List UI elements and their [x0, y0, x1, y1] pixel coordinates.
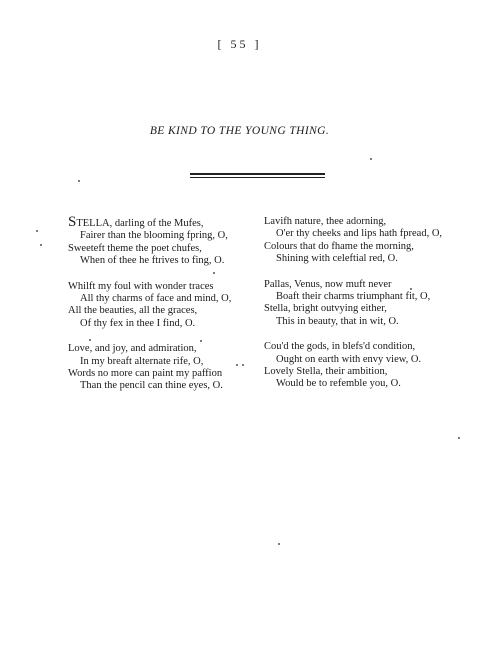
verse-text: O'er thy cheeks and lips hath fpread, O, [276, 228, 443, 240]
verse-line [68, 343, 253, 355]
verse-text: Lavifh nature, thee adorning, [264, 216, 387, 227]
verse-line [264, 241, 454, 253]
ink-speck [78, 180, 80, 182]
right-column [264, 216, 454, 404]
verse-text: Of thy fex in thee I find, O. [80, 317, 196, 329]
verse-line [68, 380, 253, 392]
title-rule-thin [190, 177, 325, 178]
ink-speck [370, 158, 372, 160]
poem-title: BE KIND TO THE YOUNG THING. [149, 125, 330, 137]
ink-speck [278, 543, 280, 545]
stanza [264, 279, 454, 329]
verse-text: Fairer than the blooming fpring, O, [80, 230, 228, 242]
ink-speck [200, 340, 202, 342]
verse-line [68, 318, 253, 330]
verse-text: Than the pencil can thine eyes, O. [80, 380, 223, 392]
ink-speck [410, 288, 412, 290]
verse-text: Would be to refemble you, O. [276, 378, 401, 390]
stanza [264, 216, 454, 266]
verse-line [264, 216, 454, 228]
ink-speck [36, 230, 38, 232]
verse-text: This in beauty, that in wit, O. [276, 315, 399, 327]
stanza [264, 341, 454, 391]
verse-line [264, 253, 454, 265]
verse-text: Colours that do fhame the morning, [264, 240, 414, 252]
verse-text: Whilft my foul with wonder traces [68, 280, 214, 292]
verse-line [68, 356, 253, 368]
verse-line [264, 366, 454, 378]
page-number: [ 55 ] [217, 37, 262, 51]
ink-speck [40, 244, 42, 246]
ink-speck [89, 339, 91, 341]
stanza [68, 343, 253, 393]
verse-line [68, 305, 253, 317]
ink-speck [242, 364, 244, 366]
verse-text: Pallas, Venus, now muft never [264, 278, 392, 290]
ink-speck [458, 437, 460, 439]
verse-line [264, 228, 454, 240]
verse-text: Shining with celeftial red, O. [276, 253, 398, 265]
verse-text: Love, and joy, and admiration, [68, 343, 197, 355]
verse-text: All thy charms of face and mind, O, [80, 293, 232, 305]
verse-line [68, 368, 253, 380]
left-column [68, 216, 253, 406]
verse-line [68, 281, 253, 293]
verse-text: Boaft their charms triumphant fit, O, [276, 291, 431, 303]
stanza [68, 281, 253, 331]
ink-speck [236, 364, 238, 366]
ink-speck [213, 272, 215, 274]
verse-line [68, 243, 253, 255]
verse-text: Cou'd the gods, in blefs'd condition, [264, 341, 416, 353]
title-rule-thick [190, 173, 325, 175]
verse-text: Stella, bright outvying either, [264, 303, 387, 315]
stanza [68, 216, 253, 268]
verse-line [264, 378, 454, 390]
verse-line [264, 291, 454, 303]
verse-line [264, 316, 454, 328]
verse-line [264, 341, 454, 353]
verse-text: TELLA, darling of the Mufes, [76, 218, 204, 229]
verse-line [68, 216, 253, 230]
verse-line [264, 303, 454, 315]
verse-text: When of thee he ftrives to fing, O. [80, 255, 225, 267]
verse-line [68, 230, 253, 242]
verse-line [264, 354, 454, 366]
initial-capital: S [68, 214, 77, 230]
verse-text: Lovely Stella, their ambition, [264, 366, 388, 378]
verse-text: In my breaft alternate rife, O, [80, 355, 204, 367]
verse-text: Words no more can paint my paffion [68, 368, 223, 380]
verse-text: Ought on earth with envy view, O. [276, 353, 422, 365]
verse-text: All the beauties, all the graces, [68, 305, 198, 317]
verse-line [264, 279, 454, 291]
verse-text: Sweeteft theme the poet chufes, [68, 242, 202, 254]
verse-line [68, 293, 253, 305]
verse-line [68, 255, 253, 267]
